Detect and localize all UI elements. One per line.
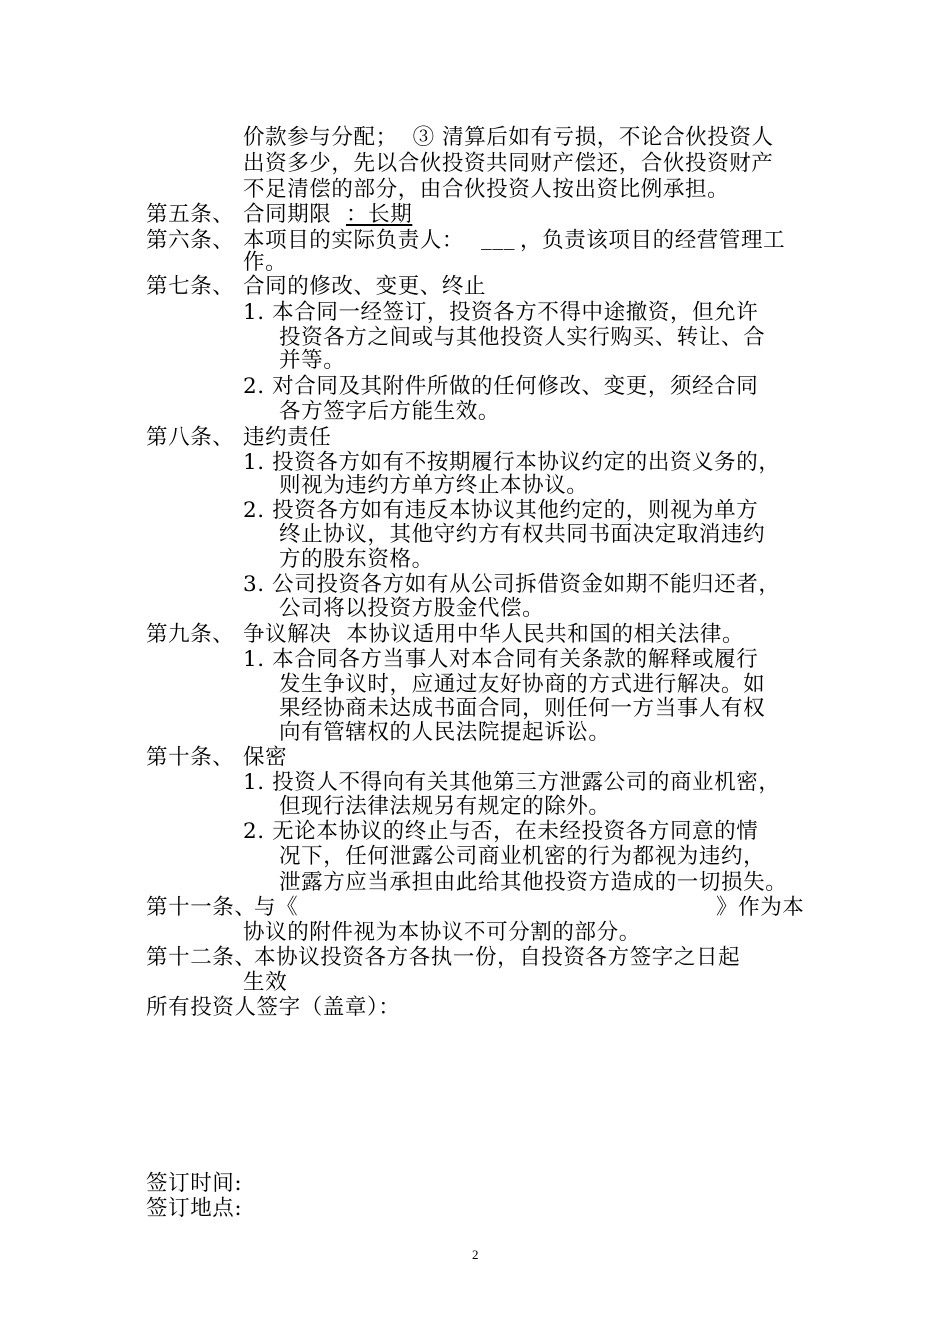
text-line: 价款参与分配； ③ 清算后如有亏损，不论合伙投资人 — [243, 125, 774, 150]
text-line: 生效 — [243, 970, 288, 995]
list-item: 3. 公司投资各方如有从公司拆借资金如期不能归还者， — [243, 572, 781, 597]
text-line: 发生争议时，应通过友好协商的方式进行解决。如 — [279, 672, 766, 697]
text-line: ，负责该项目的经营管理工 — [520, 228, 786, 253]
text-line: 终止协议，其他守约方有权共同书面决定取消违约 — [279, 522, 766, 547]
text-line: 果经协商未达成书面合同，则任何一方当事人有权 — [279, 696, 766, 721]
investor-signature-label: 所有投资人签字（盖章）： — [146, 995, 401, 1020]
text-line: 但现行法律法规另有规定的除外。 — [279, 794, 611, 819]
list-item: 1. 投资各方如有不按期履行本协议约定的出资义务的， — [243, 450, 781, 475]
article-7-title: 合同的修改、变更、终止 — [243, 274, 487, 299]
article-10-title: 保密 — [243, 745, 288, 770]
article-8-title: 违约责任 — [243, 425, 332, 450]
list-item: 1. 投资人不得向有关其他第三方泄露公司的商业机密， — [243, 770, 781, 795]
article-7-heading: 第七条、 — [146, 274, 235, 299]
text-line: 公司将以投资方股金代偿。 — [279, 596, 545, 621]
list-item: 1. 本合同各方当事人对本合同有关条款的解释或履行 — [243, 647, 759, 672]
text-line: 》作为本 — [716, 895, 805, 920]
page-number: 2 — [472, 1247, 479, 1262]
list-item: 2. 对合同及其附件所做的任何修改、变更，须经合同 — [243, 374, 759, 399]
text-line: 方的股东资格。 — [279, 547, 434, 572]
text-line: 泄露方应当承担由此给其他投资方造成的一切损失。 — [279, 870, 788, 895]
list-item: 1. 本合同一经签订，投资各方不得中途撤资，但允许 — [243, 300, 759, 325]
text-line: 投资各方之间或与其他投资人实行购买、转让、合 — [279, 325, 766, 350]
article-12-heading: 第十二条、 — [146, 945, 257, 970]
text-line: 则视为违约方单方终止本协议。 — [279, 473, 589, 498]
article-10-heading: 第十条、 — [146, 745, 235, 770]
contract-term-value: ：长期 — [346, 202, 413, 227]
list-item: 2. 无论本协议的终止与否，在未经投资各方同意的情 — [243, 819, 759, 844]
text-line: 并等。 — [279, 348, 346, 373]
text-line: 本项目的实际负责人： — [243, 228, 465, 253]
responsible-person-blank: ___ — [481, 226, 516, 251]
article-6-heading: 第六条、 — [146, 228, 235, 253]
text-line: 向有管辖权的人民法院提起诉讼。 — [279, 720, 611, 745]
article-8-heading: 第八条、 — [146, 425, 235, 450]
text-line: 出资多少，先以合伙投资共同财产偿还，合伙投资财产 — [243, 151, 774, 176]
article-5-title: 合同期限 — [243, 202, 332, 227]
article-9-title: 争议解决 本协议适用中华人民共和国的相关法律。 — [243, 622, 745, 647]
text-line: 况下，任何泄露公司商业机密的行为都视为违约， — [279, 844, 766, 869]
text-line: 与《 — [254, 895, 299, 920]
list-item: 2. 投资各方如有违反本协议其他约定的，则视为单方 — [243, 498, 759, 523]
text-line: 本协议投资各方各执一份，自投资各方签字之日起 — [254, 945, 741, 970]
signing-place-label: 签订地点: — [146, 1196, 243, 1221]
text-line: 协议的附件视为本协议不可分割的部分。 — [243, 920, 641, 945]
article-5-heading: 第五条、 — [146, 202, 235, 227]
text-line: 不足清偿的部分，由合伙投资人按出资比例承担。 — [243, 177, 730, 202]
article-9-heading: 第九条、 — [146, 622, 235, 647]
text-line: 作。 — [243, 250, 288, 275]
signing-time-label: 签订时间: — [146, 1171, 243, 1196]
text-line: 各方签字后方能生效。 — [279, 399, 501, 424]
article-11-heading: 第十一条、 — [146, 895, 257, 920]
